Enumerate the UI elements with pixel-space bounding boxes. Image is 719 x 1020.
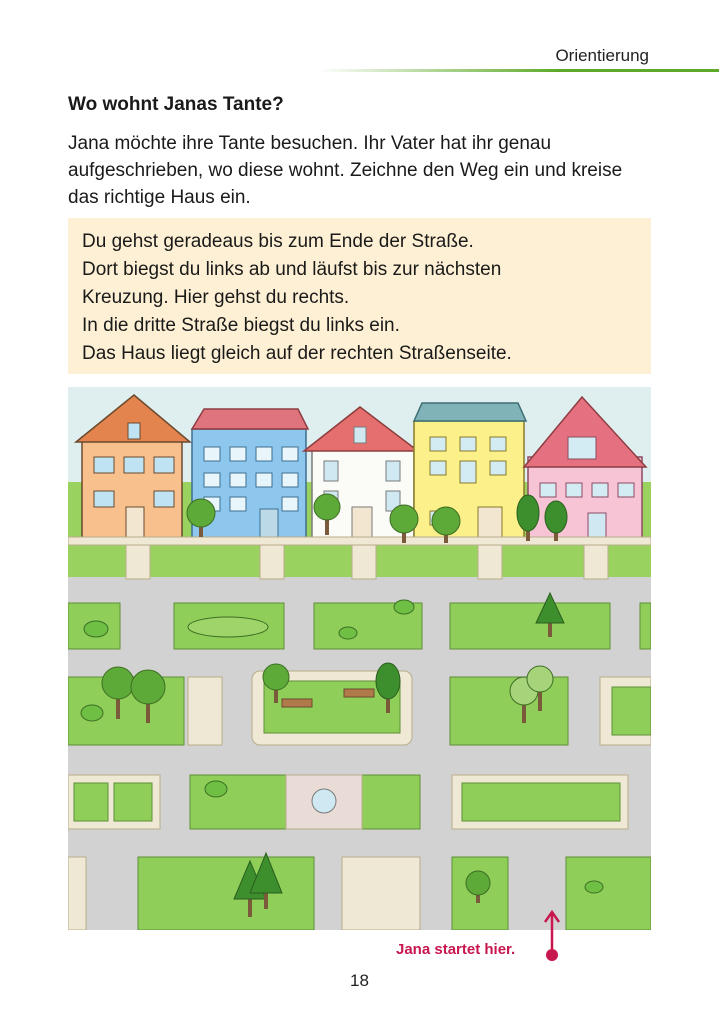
bush	[81, 705, 103, 721]
instruction-line: Dort biegst du links ab und läufst bis zur nächsten	[82, 259, 502, 280]
section-label: Orientierung	[555, 46, 649, 65]
city-block	[566, 857, 651, 930]
task-title: Wo wohnt Janas Tante?	[68, 94, 284, 115]
bench	[282, 699, 312, 707]
bush	[205, 781, 227, 797]
instruction-line: Kreuzung. Hier gehst du rechts.	[82, 287, 350, 308]
instruction-line: Das Haus liegt gleich auf der rechten Straßenseite.	[82, 343, 512, 364]
sidewalk-block	[68, 857, 86, 930]
bench	[344, 689, 374, 697]
sidewalk-block	[188, 677, 222, 745]
instruction-box	[68, 218, 651, 374]
city-block	[138, 857, 314, 930]
street-map[interactable]	[68, 387, 651, 930]
instruction-line: In die dritte Straße biegst du links ein.	[82, 315, 400, 336]
city-block	[114, 783, 152, 821]
fountain	[312, 789, 336, 813]
page-number: 18	[350, 971, 369, 990]
bush	[394, 600, 414, 614]
start-label: Jana startet hier.	[396, 941, 516, 958]
sidewalk-block	[342, 857, 420, 930]
start-arrow-icon	[540, 908, 564, 962]
city-block	[74, 783, 108, 821]
task-intro: Jana möchte ihre Tante besuchen. Ihr Vater hat ihr genau aufgeschrieben, wo diese wohnt. Zeichne den Weg ein und kreise das richtige Haus ein.	[68, 133, 623, 208]
instruction-line: Du gehst geradeaus bis zum Ende der Straße.	[82, 231, 474, 252]
house-yellow[interactable]	[414, 403, 526, 539]
header-divider	[318, 69, 719, 72]
bush	[84, 621, 108, 637]
city-block	[640, 603, 651, 649]
city-block	[450, 603, 610, 649]
bush	[339, 627, 357, 639]
sidewalk	[68, 537, 651, 545]
flower-bed	[188, 617, 268, 637]
city-block	[612, 687, 651, 735]
city-block	[462, 783, 620, 821]
bush	[585, 881, 603, 893]
